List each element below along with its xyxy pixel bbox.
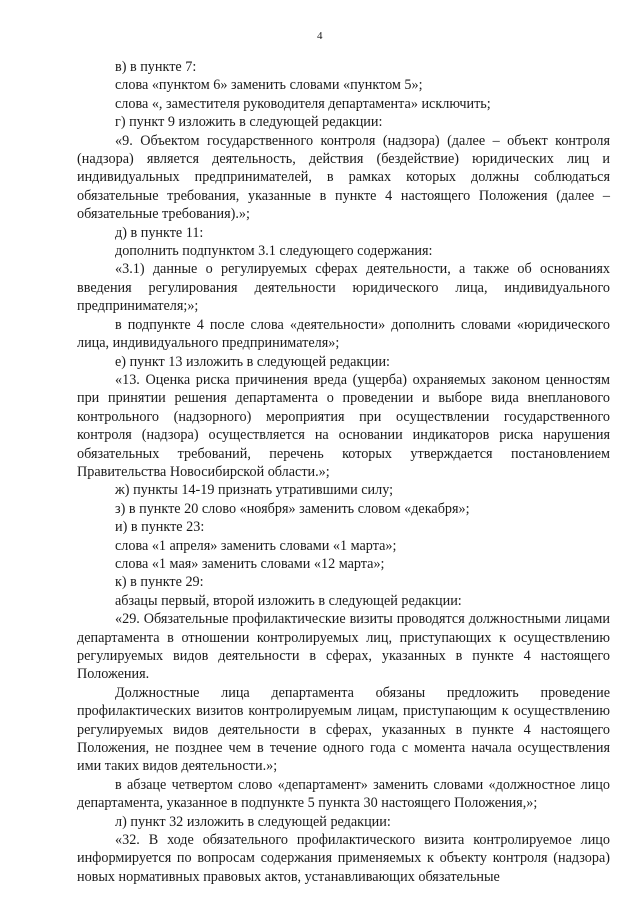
paragraph: слова «1 апреля» заменить словами «1 марта»; [115, 537, 397, 554]
paragraph: л) пункт 32 изложить в следующей редакции: [115, 813, 391, 830]
paragraph: «9. Объектом государственного контроля (надзора) (далее – объект контроля (надзора) является деятельность, действия (бездействие) юридических лиц и индивидуальных предпринимателей, в рамках которых должны соблюдаться обязательные требования, указанные в пункте 4 настоящего Положения (далее – обязательные требования).»; [77, 132, 610, 223]
paragraph: Должностные лица департамента обязаны предложить проведение профилактических визитов контролируемым лицам, приступающим к осуществлению регулируемых видов деятельности в сферах, указанных в пункте 4 настоящего Положения, не позднее чем в течение одного года с момента начала осуществления ими таких видов деятельности.»; [77, 684, 610, 775]
paragraph: д) в пункте 11: [115, 224, 204, 241]
paragraph: в) в пункте 7: [115, 59, 197, 75]
paragraph: з) в пункте 20 слово «ноября» заменить словом «декабря»; [115, 500, 470, 517]
paragraph: «3.1) данные о регулируемых сферах деятельности, а также об основаниях введения регулирования деятельности юридического лица, индивидуального предпринимателя;»; [77, 261, 610, 315]
paragraph: в подпункте 4 после слова «деятельности» дополнить словами «юридического лица, индивидуального предпринимателя»; [77, 316, 610, 352]
paragraph: слова «1 мая» заменить словами «12 марта»; [115, 555, 385, 572]
paragraph: к) в пункте 29: [115, 574, 204, 591]
page-number: 4 [317, 30, 323, 42]
paragraph: дополнить подпунктом 3.1 следующего содержания: [115, 243, 433, 260]
paragraph: «13. Оценка риска причинения вреда (ущерба) охраняемых законом ценностям при принятии решения департамента о проведении и выборе вида внепланового контрольного (надзорного) мероприятия при осуществлении государственного контроля (надзора) осуществляется на основании индикаторов риска нарушения обязательных требований, перечень которых утверждается постановлением Правительства Новосибирской области.»; [77, 371, 610, 480]
paragraph: и) в пункте 23: [115, 519, 205, 536]
document-body [77, 58, 610, 886]
paragraph: е) пункт 13 изложить в следующей редакции: [115, 353, 390, 370]
paragraph: ж) пункты 14-19 признать утратившими силу; [115, 482, 394, 499]
paragraph: «29. Обязательные профилактические визиты проводятся должностными лицами департамента в отношении контролируемых лиц, приступающих к осуществлению регулируемых видов деятельности в сферах, указанных в пункте 4 настоящего Положения. [77, 611, 610, 683]
paragraph: «32. В ходе обязательного профилактического визита контролируемое лицо информируется по вопросам содержания применяемых к объекту контроля (надзора) новых нормативных правовых актов, устанавливающих обязательные [77, 832, 610, 885]
paragraph: в абзаце четвертом слово «департамент» заменить словами «должностное лицо департамента, указанное в подпункте 5 пункта 30 настоящего Положения,»; [77, 776, 610, 812]
paragraph: абзацы первый, второй изложить в следующей редакции: [115, 592, 462, 609]
paragraph: г) пункт 9 изложить в следующей редакции: [115, 114, 383, 131]
paragraph: слова «пунктом 6» заменить словами «пунктом 5»; [115, 77, 423, 94]
paragraph: слова «, заместителя руководителя департамента» исключить; [115, 95, 491, 112]
